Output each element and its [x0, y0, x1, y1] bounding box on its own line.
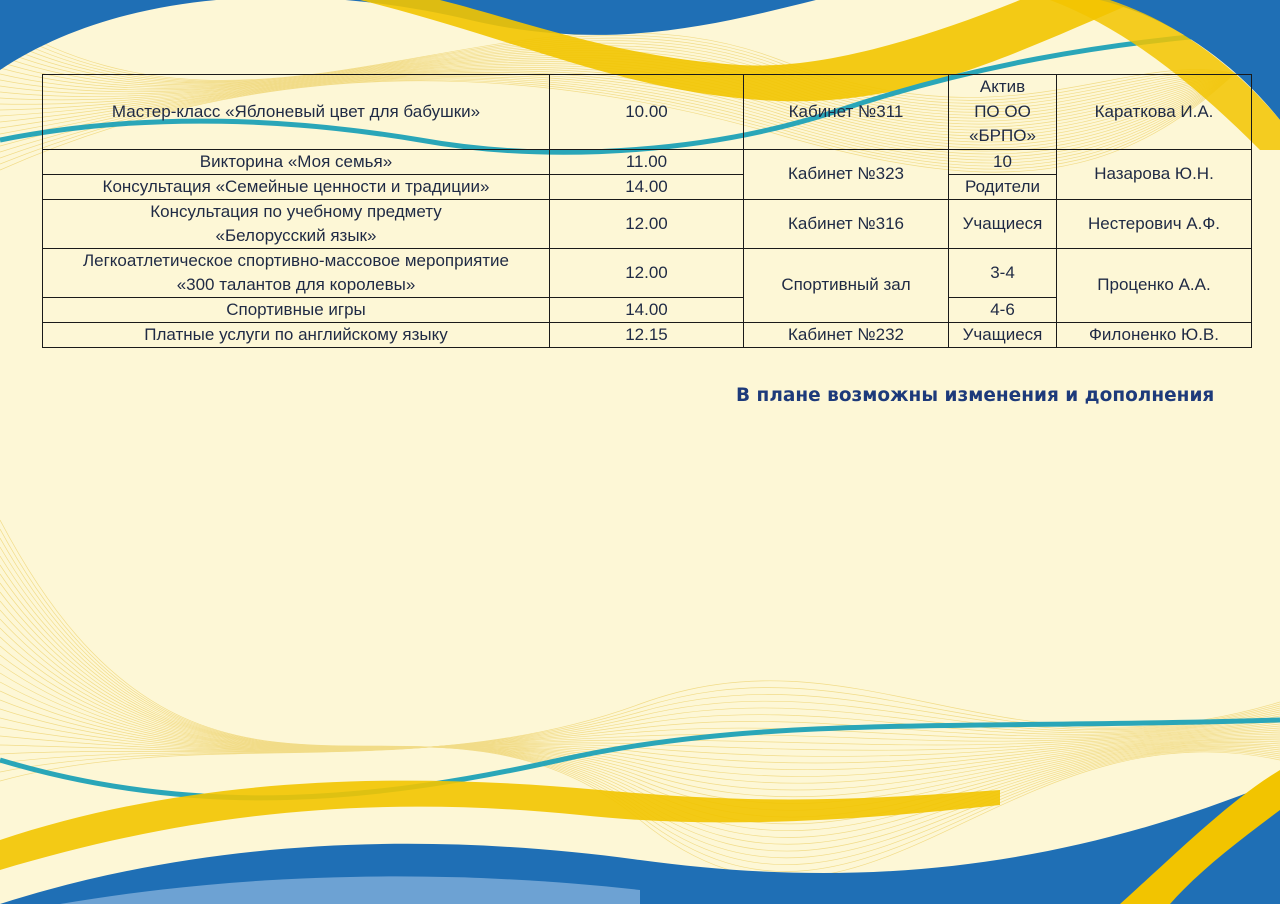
place-cell: Кабинет №311 [744, 75, 949, 150]
table-row [43, 322, 1252, 347]
time-cell: 12.00 [550, 248, 744, 297]
event-cell: Легкоатлетическое спортивно-массовое мероприятие «300 талантов для королевы» [43, 248, 550, 297]
time-cell: 12.00 [550, 199, 744, 248]
event-cell: Викторина «Моя семья» [43, 149, 550, 174]
responsible-cell: Назарова Ю.Н. [1057, 149, 1252, 199]
time-cell: 14.00 [550, 297, 744, 322]
table-row [43, 199, 1252, 248]
table-row [43, 248, 1252, 297]
table-row [43, 75, 1252, 150]
responsible-cell: Проценко А.А. [1057, 248, 1252, 322]
changes-note: В плане возможны изменения и дополнения [736, 385, 1215, 406]
time-cell: 11.00 [550, 149, 744, 174]
responsible-cell: Филоненко Ю.В. [1057, 322, 1252, 347]
event-cell: Консультация по учебному предмету «Белорусский язык» [43, 199, 550, 248]
participants-cell: Актив ПО ОО «БРПО» [949, 75, 1057, 150]
place-cell: Кабинет №323 [744, 149, 949, 199]
event-schedule-table [42, 74, 1252, 348]
event-cell: Мастер-класс «Яблоневый цвет для бабушки» [43, 75, 550, 150]
participants-cell: Учащиеся [949, 199, 1057, 248]
event-cell: Спортивные игры [43, 297, 550, 322]
table-row [43, 149, 1252, 174]
place-cell: Кабинет №316 [744, 199, 949, 248]
time-cell: 12.15 [550, 322, 744, 347]
event-cell: Платные услуги по английскому языку [43, 322, 550, 347]
time-cell: 14.00 [550, 174, 744, 199]
participants-cell: Учащиеся [949, 322, 1057, 347]
participants-cell: 3-4 [949, 248, 1057, 297]
responsible-cell: Караткова И.А. [1057, 75, 1252, 150]
event-cell: Консультация «Семейные ценности и традиции» [43, 174, 550, 199]
place-cell: Кабинет №232 [744, 322, 949, 347]
participants-cell: 10 [949, 149, 1057, 174]
participants-cell: Родители [949, 174, 1057, 199]
participants-cell: 4-6 [949, 297, 1057, 322]
responsible-cell: Нестерович А.Ф. [1057, 199, 1252, 248]
time-cell: 10.00 [550, 75, 744, 150]
place-cell: Спортивный зал [744, 248, 949, 322]
